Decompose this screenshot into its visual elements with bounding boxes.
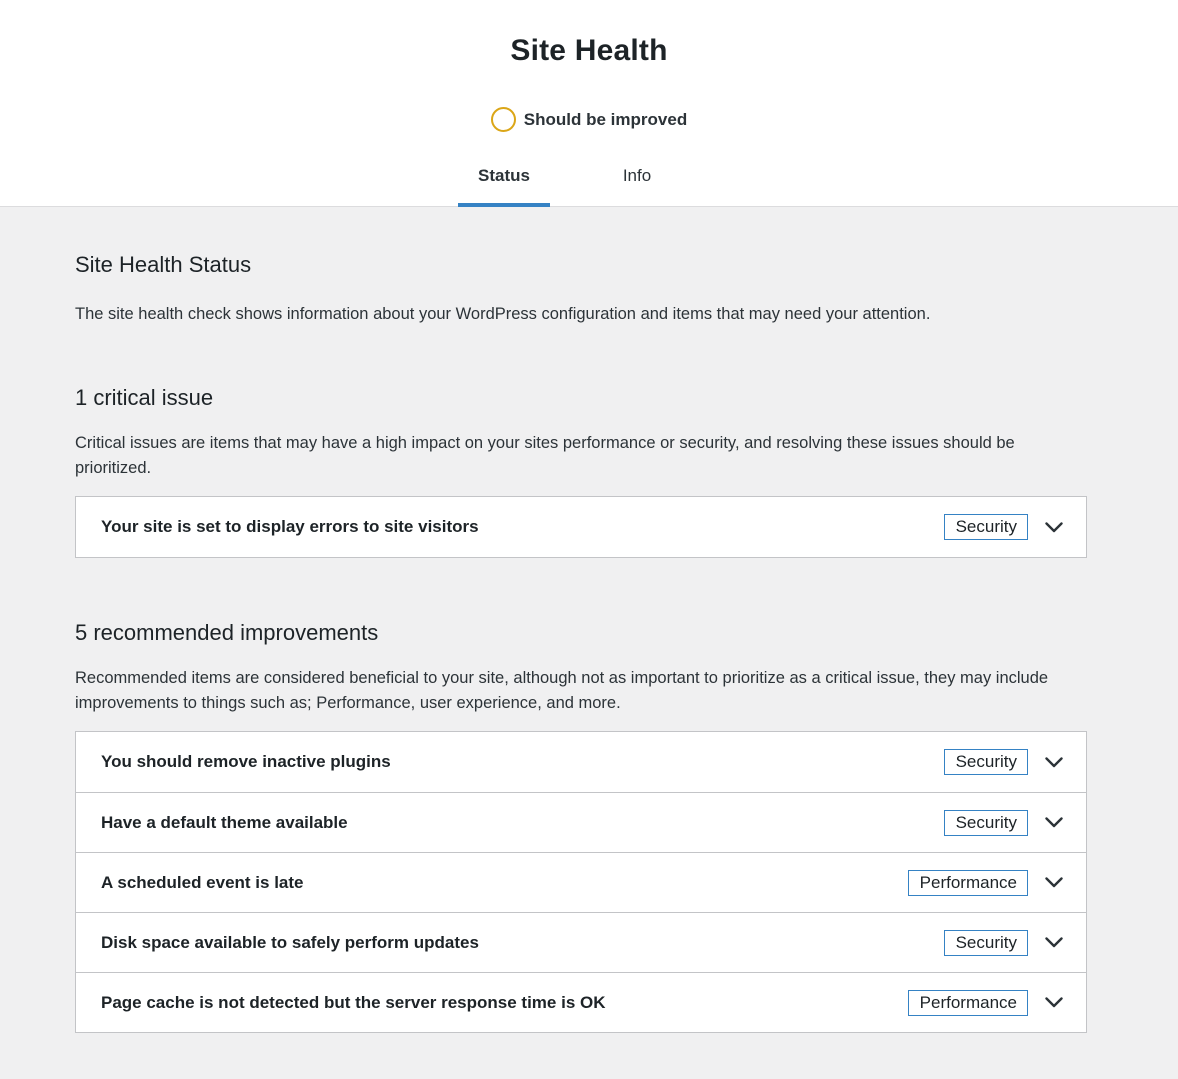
issue-row[interactable] <box>76 972 1086 1032</box>
issue-badge: Performance <box>908 870 1028 896</box>
issue-title: Disk space available to safely perform updates <box>101 932 479 952</box>
recommended-description: Recommended items are considered beneficial to your site, although not as important to prioritize as a critical issue, they may include improvements to things such as; Performance, user experience, and more. <box>75 669 1049 712</box>
recommended-heading: 5 recommended improvements <box>75 620 379 645</box>
critical-description: Critical issues are items that may have a high impact on your sites performance or security, and resolving these issues should be prioritized. <box>75 434 1015 477</box>
chevron-down-icon[interactable] <box>1042 991 1066 1015</box>
issue-row[interactable] <box>76 497 1086 557</box>
critical-heading: 1 critical issue <box>75 385 214 410</box>
score-label: Should be improved <box>523 109 688 129</box>
section-title: Site Health Status <box>75 252 252 277</box>
critical-issues-list <box>75 496 1087 558</box>
tab-bar <box>0 160 1178 207</box>
tab-info[interactable]: Info <box>622 166 652 185</box>
issue-title: You should remove inactive plugins <box>101 752 391 771</box>
issue-badge: Security <box>944 810 1028 836</box>
intro-text: The site health check shows information about your WordPress configuration and items that may need your attention. <box>75 305 931 323</box>
chevron-down-icon[interactable] <box>1042 811 1066 835</box>
issue-row[interactable] <box>76 732 1086 792</box>
issue-title: A scheduled event is late <box>101 872 304 892</box>
issue-title: Page cache is not detected but the server response time is OK <box>101 992 606 1012</box>
issue-badge: Security <box>944 749 1028 775</box>
chevron-down-icon[interactable] <box>1042 931 1066 955</box>
issue-row[interactable] <box>76 852 1086 912</box>
tab-status[interactable]: Status <box>458 160 550 207</box>
chevron-down-icon[interactable] <box>1042 515 1066 539</box>
page-title: Site Health <box>510 34 668 67</box>
recommended-issues-list <box>75 731 1087 1033</box>
issue-badge: Security <box>944 514 1028 540</box>
health-score <box>0 107 1178 132</box>
issue-row[interactable] <box>76 792 1086 852</box>
chevron-down-icon[interactable] <box>1042 871 1066 895</box>
issue-badge: Performance <box>908 990 1028 1016</box>
chevron-down-icon[interactable] <box>1042 750 1066 774</box>
issue-title: Your site is set to display errors to site visitors <box>101 517 479 536</box>
issue-badge: Security <box>944 930 1028 956</box>
site-health-header <box>0 0 1178 207</box>
issue-row[interactable] <box>76 912 1086 972</box>
score-ring-icon <box>491 107 516 132</box>
issue-title: Have a default theme available <box>101 812 348 832</box>
main-content <box>0 252 1178 1033</box>
